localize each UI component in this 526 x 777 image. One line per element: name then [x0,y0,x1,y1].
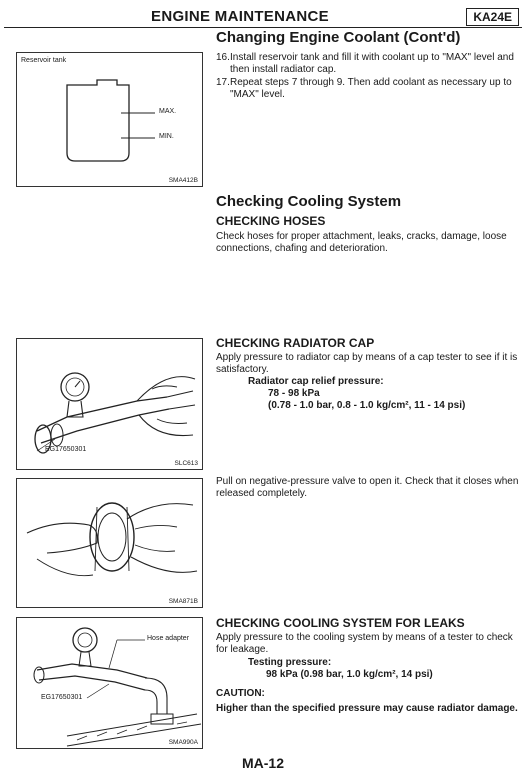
page-number: MA-12 [241,755,284,771]
max-label: MAX. [159,108,177,115]
reservoir-tank-drawing [17,53,202,186]
reservoir-tank-label: Reservoir tank [21,57,67,64]
hose-adapter-label: Hose adapter [147,635,190,642]
figure-code: SLC613 [174,460,198,467]
step-item [216,52,521,76]
radiator-cap-text: Apply pressure to radiator cap by means of a cap tester to see if it is satisfactory. [216,352,518,375]
header-rule [4,27,522,28]
coolant-steps [216,52,521,102]
step-number: 16. [216,52,230,63]
leaks-spec-value: 98 kPa (0.98 bar, 1.0 kg/cm², 14 psi) [266,669,433,680]
tool-label: EG17650301 [45,446,87,453]
leaks-heading: CHECKING COOLING SYSTEM FOR LEAKS [216,616,465,630]
figure-code: SMA412B [168,177,198,184]
header-title: ENGINE MAINTENANCE [151,8,329,25]
hoses-heading: CHECKING HOSES [216,214,326,228]
step-text: Repeat steps 7 through 9. Then add coolant as necessary up to "MAX" level. [230,77,512,100]
leaks-text: Apply pressure to the cooling system by means of a tester to check for leakage. [216,632,513,655]
tool-label: EG17650301 [41,694,83,701]
cap-spec-label: Radiator cap relief pressure: [248,376,384,387]
model-badge: KA24E [466,8,519,26]
page-header [0,0,526,32]
step-text: Install reservoir tank and fill it with coolant up to "MAX" level and then install radiator cap. [230,52,514,75]
step-item [216,77,521,101]
cap-tester-figure [16,338,203,470]
coolant-section-title: Changing Engine Coolant (Cont'd) [216,29,461,46]
caution-text: Higher than the specified pressure may cause radiator damage. [216,703,518,714]
hoses-text: Check hoses for proper attachment, leaks, cracks, damage, loose connections, chafing and deterioration. [216,231,507,254]
cooling-section-title: Checking Cooling System [216,193,402,210]
leaks-spec-label: Testing pressure: [248,657,332,668]
reservoir-tank-figure [16,52,203,187]
valve-figure [16,478,203,608]
cap-spec-value: 78 - 98 kPa [268,388,320,399]
valve-text: Pull on negative-pressure valve to open it. Check that it closes when released completely. [216,476,519,499]
figure-code: SMA990A [168,739,198,746]
cap-spec-detail: (0.78 - 1.0 bar, 0.8 - 1.0 kg/cm², 11 - 14 psi) [268,400,466,411]
leak-test-figure [16,617,203,749]
radiator-cap-heading: CHECKING RADIATOR CAP [216,336,375,350]
caution-label: CAUTION: [216,688,265,699]
min-label: MIN. [159,133,174,140]
figure-code: SMA871B [168,598,198,605]
step-number: 17. [216,77,230,88]
valve-drawing [17,479,202,607]
